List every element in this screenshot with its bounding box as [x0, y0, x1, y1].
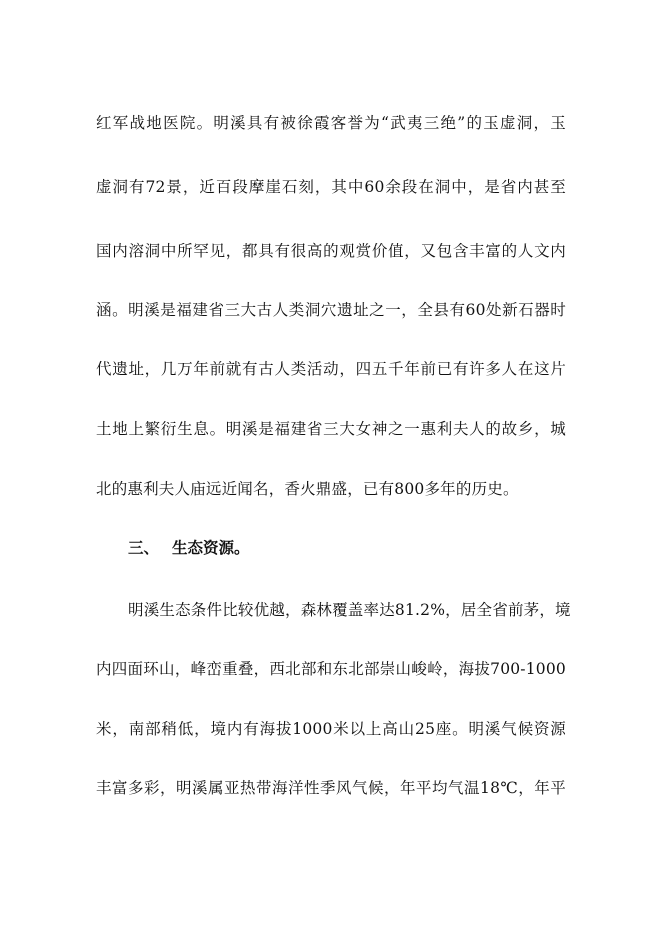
section-number: 三、	[128, 538, 160, 557]
paragraph1-line-1: 红军战地医院。明溪具有被徐霞客誉为“武夷三绝”的玉虚洞，玉	[96, 114, 566, 132]
paragraph1-line-3: 国内溶洞中所罕见，都具有很高的观赏价值，又包含丰富的人文内	[96, 242, 566, 260]
paragraph2-line-3: 米，南部稍低，境内有海拔1000米以上高山25座。明溪气候资源	[96, 720, 566, 738]
paragraph1-line-6: 土地上繁衍生息。明溪是福建省三大女神之一惠利夫人的故乡，城	[96, 420, 566, 438]
paragraph2-line-4: 丰富多彩，明溪属亚热带海洋性季风气候，年平均气温18℃，年平	[96, 779, 566, 797]
paragraph1-line-7: 北的惠利夫人庙远近闻名，香火鼎盛，已有800多年的历史。	[96, 480, 519, 498]
paragraph1-line-5: 代遗址，几万年前就有古人类活动，四五千年前已有许多人在这片	[96, 360, 566, 378]
section-heading	[128, 538, 250, 558]
paragraph2-line-2: 内四面环山，峰峦重叠，西北部和东北部崇山峻岭，海拔700-1000	[96, 660, 566, 678]
paragraph1-line-4: 涵。明溪是福建省三大古人类洞穴遗址之一，全县有60处新石器时	[96, 301, 566, 319]
paragraph2-line-1: 明溪生态条件比较优越，森林覆盖率达81.2%，居全省前茅，境	[128, 601, 571, 619]
paragraph1-line-2: 虚洞有72景，近百段摩崖石刻，其中60余段在洞中，是省内甚至	[96, 178, 566, 196]
section-title: 生态资源。	[172, 538, 250, 557]
